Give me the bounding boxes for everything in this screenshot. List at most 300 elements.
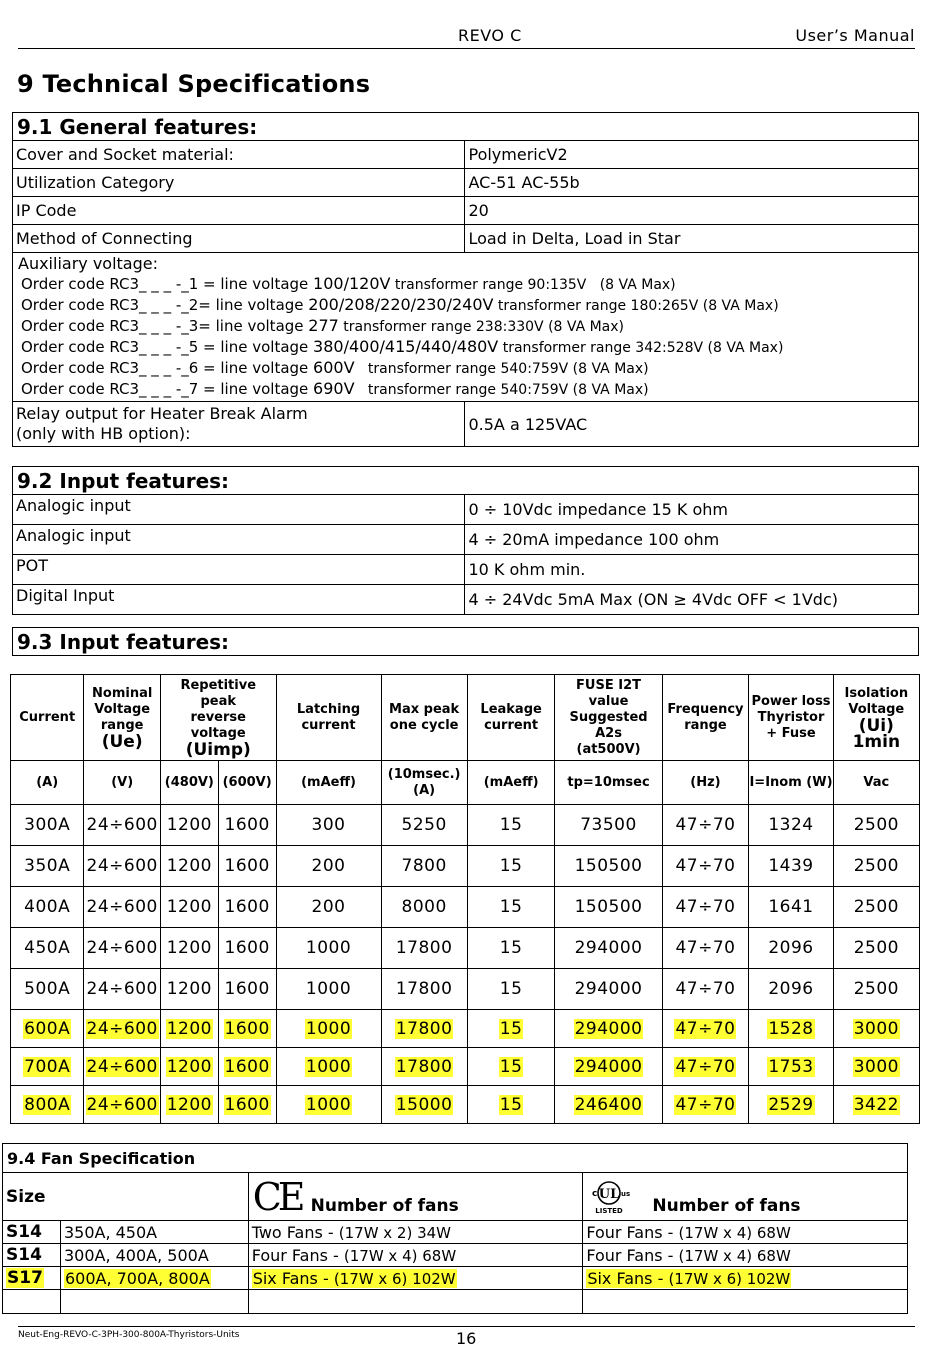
ce-mark-icon: CE (252, 1174, 302, 1219)
cell-value: 47÷70 (675, 1056, 736, 1077)
table-cell (160, 928, 218, 969)
manual-label: User’s Manual (795, 26, 915, 45)
aux-order-line (16, 358, 918, 379)
transformer-range: transformer range 540:759V (8 VA Max) (354, 361, 649, 377)
table-row (11, 1048, 920, 1086)
cell-value: 15 (499, 856, 523, 876)
ul-fans (583, 1221, 908, 1244)
empty-cell (60, 1290, 248, 1314)
ul-listed: LISTED (595, 1206, 624, 1214)
line-voltage: 200/208/220/230/240V (308, 295, 494, 314)
ce-fans-value (252, 1246, 456, 1265)
table-cell (218, 805, 276, 846)
relay-value: 0.5A a 125VAC (465, 402, 919, 447)
cell-value: 15000 (395, 1094, 453, 1115)
cell-value: 2500 (853, 979, 899, 999)
fan-size (3, 1244, 61, 1267)
cell-value: 47÷70 (675, 1094, 736, 1115)
frequency-label: Frequency range (667, 701, 744, 733)
isolation-label: Isolation Voltage (844, 685, 909, 717)
cell-value: 1439 (768, 856, 814, 876)
table-cell (467, 969, 555, 1010)
table-cell (467, 1086, 555, 1124)
leakage-label: Leakage current (480, 701, 542, 733)
cell-value: 1600 (224, 1056, 270, 1077)
section-heading: 9.3 Input features: (13, 628, 919, 656)
col-leakage-current (467, 675, 555, 761)
spec-value: Load in Delta, Load in Star (465, 225, 919, 253)
spec-row (13, 141, 919, 169)
cell-value: 73500 (580, 815, 637, 835)
table-cell (84, 1048, 161, 1086)
fan-spec-table (2, 1143, 908, 1314)
cell-value: 47÷70 (675, 938, 736, 958)
input-row (13, 585, 919, 615)
cell-value: 1600 (224, 979, 270, 999)
table-cell (11, 805, 84, 846)
table-cell (381, 1010, 467, 1048)
table-cell (276, 846, 381, 887)
cell-value: 1200 (166, 897, 212, 917)
table-cell (749, 1010, 833, 1048)
relay-label-line-1: Relay output for Heater Break Alarm (16, 404, 308, 423)
cell-value: 47÷70 (675, 856, 736, 876)
unit-cell: (Hz) (662, 761, 749, 805)
transformer-range: transformer range 342:528V (8 VA Max) (498, 340, 784, 356)
table-cell (555, 928, 662, 969)
fan-row (3, 1267, 908, 1290)
nominal-label: Nominal Voltage range (92, 685, 153, 733)
auxiliary-voltage-cell (13, 253, 919, 402)
unit-cell: Vac (833, 761, 919, 805)
table-cell (555, 846, 662, 887)
ul-fans (583, 1244, 908, 1267)
ul-fans-name: Six Fans - (587, 1268, 669, 1288)
ul-header-label: Number of fans (652, 1196, 801, 1216)
size-value: S14 (6, 1222, 42, 1242)
cell-value: 300 (311, 815, 346, 835)
table-cell (276, 969, 381, 1010)
table-cell (84, 846, 161, 887)
ce-fans (248, 1221, 583, 1244)
relay-label-cell (13, 402, 465, 447)
line-voltage: 100/120V (313, 274, 391, 293)
spec-label: Utilization Category (13, 169, 465, 197)
nominal-symbol: (Ue) (101, 731, 143, 752)
line-voltage: 277 (308, 316, 339, 335)
cell-value: 24÷600 (86, 1094, 158, 1115)
powerloss-label: Power loss Thyristor + Fuse (751, 693, 831, 741)
cell-value: 17800 (395, 1018, 453, 1039)
empty-cell (583, 1290, 908, 1314)
table-cell (11, 1086, 84, 1124)
table-cell (381, 969, 467, 1010)
ul-fans-value (586, 1223, 790, 1242)
table-cell (833, 1010, 919, 1048)
table-cell (276, 1048, 381, 1086)
size-header: Size (3, 1173, 249, 1221)
cell-value: 200 (311, 897, 346, 917)
cell-value: 17800 (395, 938, 453, 958)
cell-value: 3000 (853, 1056, 899, 1077)
line-voltage: 380/400/415/440/480V (313, 337, 499, 356)
ce-fans-name: Four Fans - (251, 1245, 344, 1265)
cell-value: 1000 (305, 938, 352, 958)
input-features-2-heading-table (12, 627, 919, 656)
ul-fans-value (586, 1269, 791, 1288)
table-cell (276, 1086, 381, 1124)
input-label: Analogic input (13, 525, 465, 555)
order-code: Order code RC3_ _ _ -_5 = line voltage (21, 338, 314, 356)
table-cell (662, 928, 749, 969)
table-cell (218, 1010, 276, 1048)
cell-value: 294000 (574, 979, 643, 999)
table-cell (218, 846, 276, 887)
ce-fans (248, 1244, 583, 1267)
cell-value: 1600 (224, 856, 270, 876)
ul-listed-mark-icon (587, 1180, 647, 1214)
input-row (13, 555, 919, 585)
unit-cell: (mAeff) (467, 761, 555, 805)
cell-value: 1200 (166, 1094, 212, 1115)
cell-value: 15 (499, 1056, 523, 1077)
table-cell (662, 805, 749, 846)
ul-fans-detail: (17W x 6) 102W (668, 1269, 791, 1288)
table-cell (749, 846, 833, 887)
table-cell (467, 1010, 555, 1048)
transformer-range: transformer range 238:330V (8 VA Max) (338, 319, 625, 335)
table-cell (11, 887, 84, 928)
table-cell (160, 846, 218, 887)
cell-value: 24÷600 (86, 1018, 158, 1039)
table-cell (84, 1086, 161, 1124)
input-row (13, 525, 919, 555)
table-cell (833, 846, 919, 887)
ul-fans-name: Four Fans - (586, 1245, 679, 1265)
table-cell (749, 887, 833, 928)
cell-value: 3422 (853, 1094, 899, 1115)
ce-fans-name: Two Fans - (251, 1222, 339, 1242)
spec-label: IP Code (13, 197, 465, 225)
table-cell (218, 928, 276, 969)
cell-value: 1200 (166, 979, 212, 999)
input-value: 4 ÷ 20mA impedance 100 ohm (465, 525, 919, 555)
cell-value: 2529 (768, 1094, 814, 1115)
table-cell (467, 887, 555, 928)
table-cell (84, 805, 161, 846)
table-cell (833, 887, 919, 928)
cell-value: 47÷70 (675, 897, 736, 917)
ce-fans-detail: (17W x 6) 102W (333, 1269, 456, 1288)
order-code: Order code RC3_ _ _ -_7 = line voltage (21, 380, 314, 398)
input-features-table (12, 466, 919, 615)
table-row (11, 1086, 920, 1124)
repetitive-symbol: (Uimp) (185, 739, 251, 760)
spec-label: Cover and Socket material: (13, 141, 465, 169)
unit-cell: (600V) (218, 761, 276, 805)
thyristor-spec-table (10, 674, 920, 1124)
cell-value: 2500 (853, 897, 899, 917)
table-cell (555, 887, 662, 928)
cell-value: 24÷600 (86, 979, 158, 999)
input-row (13, 495, 919, 525)
table-row (11, 887, 920, 928)
col-repetitive-voltage (160, 675, 276, 761)
cell-value: 2500 (853, 815, 899, 835)
cell-value: 47÷70 (675, 1018, 736, 1039)
table-cell (84, 1010, 161, 1048)
cell-value: 800A (24, 1094, 71, 1115)
unit-cell: (A) (11, 761, 84, 805)
table-cell (662, 1010, 749, 1048)
table-cell (160, 1086, 218, 1124)
cell-value: 1200 (166, 938, 212, 958)
cell-value: 24÷600 (86, 897, 158, 917)
fan-row (3, 1221, 908, 1244)
isolation-time: 1min (852, 731, 901, 752)
table-row (11, 1010, 920, 1048)
table-row (11, 805, 920, 846)
cell-value: 47÷70 (675, 815, 736, 835)
general-features-table (12, 112, 919, 447)
cell-value: 1641 (768, 897, 814, 917)
cell-value: 350A (24, 856, 71, 876)
table-cell (555, 1086, 662, 1124)
ce-fans-detail: (17W x 4) 68W (343, 1246, 457, 1265)
unit-cell: (V) (84, 761, 161, 805)
cell-value: 1000 (305, 1056, 352, 1077)
cell-value: 1200 (166, 1056, 212, 1077)
unit-cell: tp=10msec (555, 761, 662, 805)
aux-order-line (16, 274, 918, 295)
transformer-range: transformer range 180:265V (8 VA Max) (493, 298, 779, 314)
col-frequency (662, 675, 749, 761)
aux-label: Auxiliary voltage: (18, 254, 158, 273)
cell-value: 1200 (166, 856, 212, 876)
table-cell (84, 969, 161, 1010)
empty-cell (248, 1290, 583, 1314)
cell-value: 1600 (224, 1094, 270, 1115)
aux-order-line (16, 379, 918, 400)
ul-fans-name: Four Fans - (586, 1222, 679, 1242)
table-cell (218, 1048, 276, 1086)
table-cell (555, 969, 662, 1010)
ce-fans-header (248, 1173, 583, 1221)
cell-value: 200 (311, 856, 346, 876)
page-number: 16 (456, 1329, 477, 1348)
table-cell (160, 805, 218, 846)
ul-fans (583, 1267, 908, 1290)
doc-name: REVO C (458, 26, 522, 45)
table-cell (555, 1010, 662, 1048)
ce-fans (248, 1267, 583, 1290)
table-cell (218, 887, 276, 928)
table-cell (467, 805, 555, 846)
col-fuse-i2t (555, 675, 662, 761)
col-power-loss (749, 675, 833, 761)
cell-value: 24÷600 (86, 938, 158, 958)
spec-value: 20 (465, 197, 919, 225)
order-code: Order code RC3_ _ _ -_3= line voltage (21, 317, 309, 335)
spec-row (13, 225, 919, 253)
ce-fans-name: Six Fans - (252, 1268, 334, 1288)
table-cell (662, 1086, 749, 1124)
cell-value: 15 (499, 897, 523, 917)
cell-value: 2500 (853, 938, 899, 958)
spec-row (13, 169, 919, 197)
fan-currents (60, 1244, 248, 1267)
table-cell (160, 887, 218, 928)
table-cell (11, 1010, 84, 1048)
cell-value: 1528 (768, 1018, 814, 1039)
table-cell (662, 846, 749, 887)
size-value: S14 (6, 1245, 42, 1265)
cell-value: 15 (499, 979, 523, 999)
order-code: Order code RC3_ _ _ -_1 = line voltage (21, 275, 314, 293)
table-cell (276, 1010, 381, 1048)
cell-value: 1753 (768, 1056, 814, 1077)
currents-value: 600A, 700A, 800A (64, 1268, 210, 1288)
cell-value: 7800 (401, 856, 447, 876)
cell-value: 1600 (224, 1018, 270, 1039)
maxpeak-label: Max peak one cycle (389, 701, 460, 733)
cell-value: 294000 (574, 938, 643, 958)
aux-order-line (16, 316, 918, 337)
cell-value: 1600 (224, 938, 270, 958)
cell-value: 17800 (395, 1056, 453, 1077)
table-cell (662, 887, 749, 928)
line-voltage: 690V (313, 379, 355, 398)
isolation-symbol: (Ui) (858, 715, 894, 736)
spec-value: AC-51 AC-55b (465, 169, 919, 197)
input-label: Analogic input (13, 495, 465, 525)
size-value: S17 (7, 1268, 43, 1288)
cell-value: 2096 (768, 979, 814, 999)
table-cell (276, 887, 381, 928)
ce-fans-value (252, 1223, 451, 1242)
ul-c: c (592, 1188, 598, 1199)
ul-fans-detail: (17W x 4) 68W (678, 1223, 791, 1242)
cell-value: 15 (499, 815, 523, 835)
input-label: Digital Input (13, 585, 465, 615)
unit-cell: (10msec.) (A) (381, 761, 467, 805)
section-heading: 9.1 General features: (13, 113, 919, 141)
cell-value: 8000 (401, 897, 447, 917)
ul-mark: UL (599, 1186, 620, 1202)
cell-value: 150500 (574, 897, 643, 917)
fan-currents (60, 1267, 248, 1290)
cell-value: 246400 (574, 1094, 643, 1115)
table-cell (749, 1048, 833, 1086)
currents-value: 350A, 450A (63, 1222, 158, 1242)
line-voltage: 600V (313, 358, 355, 377)
col-latching-current (276, 675, 381, 761)
table-cell (749, 805, 833, 846)
doc-code: Neut-Eng-REVO-C-3PH-300-800A-Thyristors-Units (18, 1330, 240, 1340)
cell-value: 450A (24, 938, 71, 958)
cell-value: 24÷600 (86, 1056, 158, 1077)
table-cell (381, 1048, 467, 1086)
cell-value: 150500 (574, 856, 643, 876)
table-cell (381, 1086, 467, 1124)
col-nominal-voltage (84, 675, 161, 761)
col-isolation-voltage (833, 675, 919, 761)
cell-value: 294000 (574, 1018, 643, 1039)
input-value: 10 K ohm min. (465, 555, 919, 585)
cell-value: 1200 (166, 1018, 212, 1039)
fan-size (3, 1267, 61, 1290)
spec-value: PolymericV2 (465, 141, 919, 169)
table-cell (381, 928, 467, 969)
section-heading: 9.4 Fan Specification (3, 1144, 908, 1173)
cell-value: 47÷70 (675, 979, 736, 999)
transformer-range: transformer range 540:759V (8 VA Max) (354, 382, 649, 398)
repetitive-label: Repetitive peak reverse voltage (180, 677, 257, 741)
page-header (18, 22, 915, 49)
ce-header-label: Number of fans (310, 1196, 459, 1216)
table-cell (749, 969, 833, 1010)
cell-value: 600A (24, 1018, 71, 1039)
latching-label: Latching current (296, 701, 361, 733)
table-cell (160, 1010, 218, 1048)
cell-value: 294000 (574, 1056, 643, 1077)
table-cell (160, 969, 218, 1010)
spec-row (13, 197, 919, 225)
ce-fans-detail: (17W x 2) 34W (338, 1223, 452, 1242)
aux-order-line (16, 295, 918, 316)
table-cell (749, 1086, 833, 1124)
unit-cell: I=Inom (W) (749, 761, 833, 805)
table-cell (218, 969, 276, 1010)
cell-value: 24÷600 (86, 815, 158, 835)
table-cell (833, 1048, 919, 1086)
ce-fans-value (252, 1269, 457, 1288)
order-code: Order code RC3_ _ _ -_2= line voltage (21, 296, 309, 314)
table-cell (218, 1086, 276, 1124)
table-cell (276, 805, 381, 846)
unit-cell: (480V) (160, 761, 218, 805)
table-cell (833, 805, 919, 846)
table-cell (749, 928, 833, 969)
table-cell (467, 1048, 555, 1086)
input-value: 0 ÷ 10Vdc impedance 15 K ohm (465, 495, 919, 525)
table-cell (381, 887, 467, 928)
cell-value: 500A (24, 979, 71, 999)
table-cell (467, 928, 555, 969)
table-cell (662, 969, 749, 1010)
ul-fans-detail: (17W x 4) 68W (678, 1246, 791, 1265)
cell-value: 17800 (395, 979, 453, 999)
relay-label-line-2: (only with HB option): (16, 424, 191, 443)
col-max-peak (381, 675, 467, 761)
table-cell (555, 1048, 662, 1086)
table-cell (833, 928, 919, 969)
table-row (11, 969, 920, 1010)
cell-value: 1000 (305, 979, 352, 999)
table-cell (11, 846, 84, 887)
cell-value: 5250 (401, 815, 447, 835)
table-cell (84, 928, 161, 969)
fuse-label: FUSE I2T value Suggested A2s (at500V) (569, 677, 648, 757)
aux-order-line (16, 337, 918, 358)
ul-us: us (621, 1189, 631, 1198)
unit-cell: (mAeff) (276, 761, 381, 805)
fan-size (3, 1221, 61, 1244)
table-cell (84, 887, 161, 928)
table-cell (11, 969, 84, 1010)
cell-value: 1000 (305, 1018, 352, 1039)
cell-value: 700A (24, 1056, 71, 1077)
